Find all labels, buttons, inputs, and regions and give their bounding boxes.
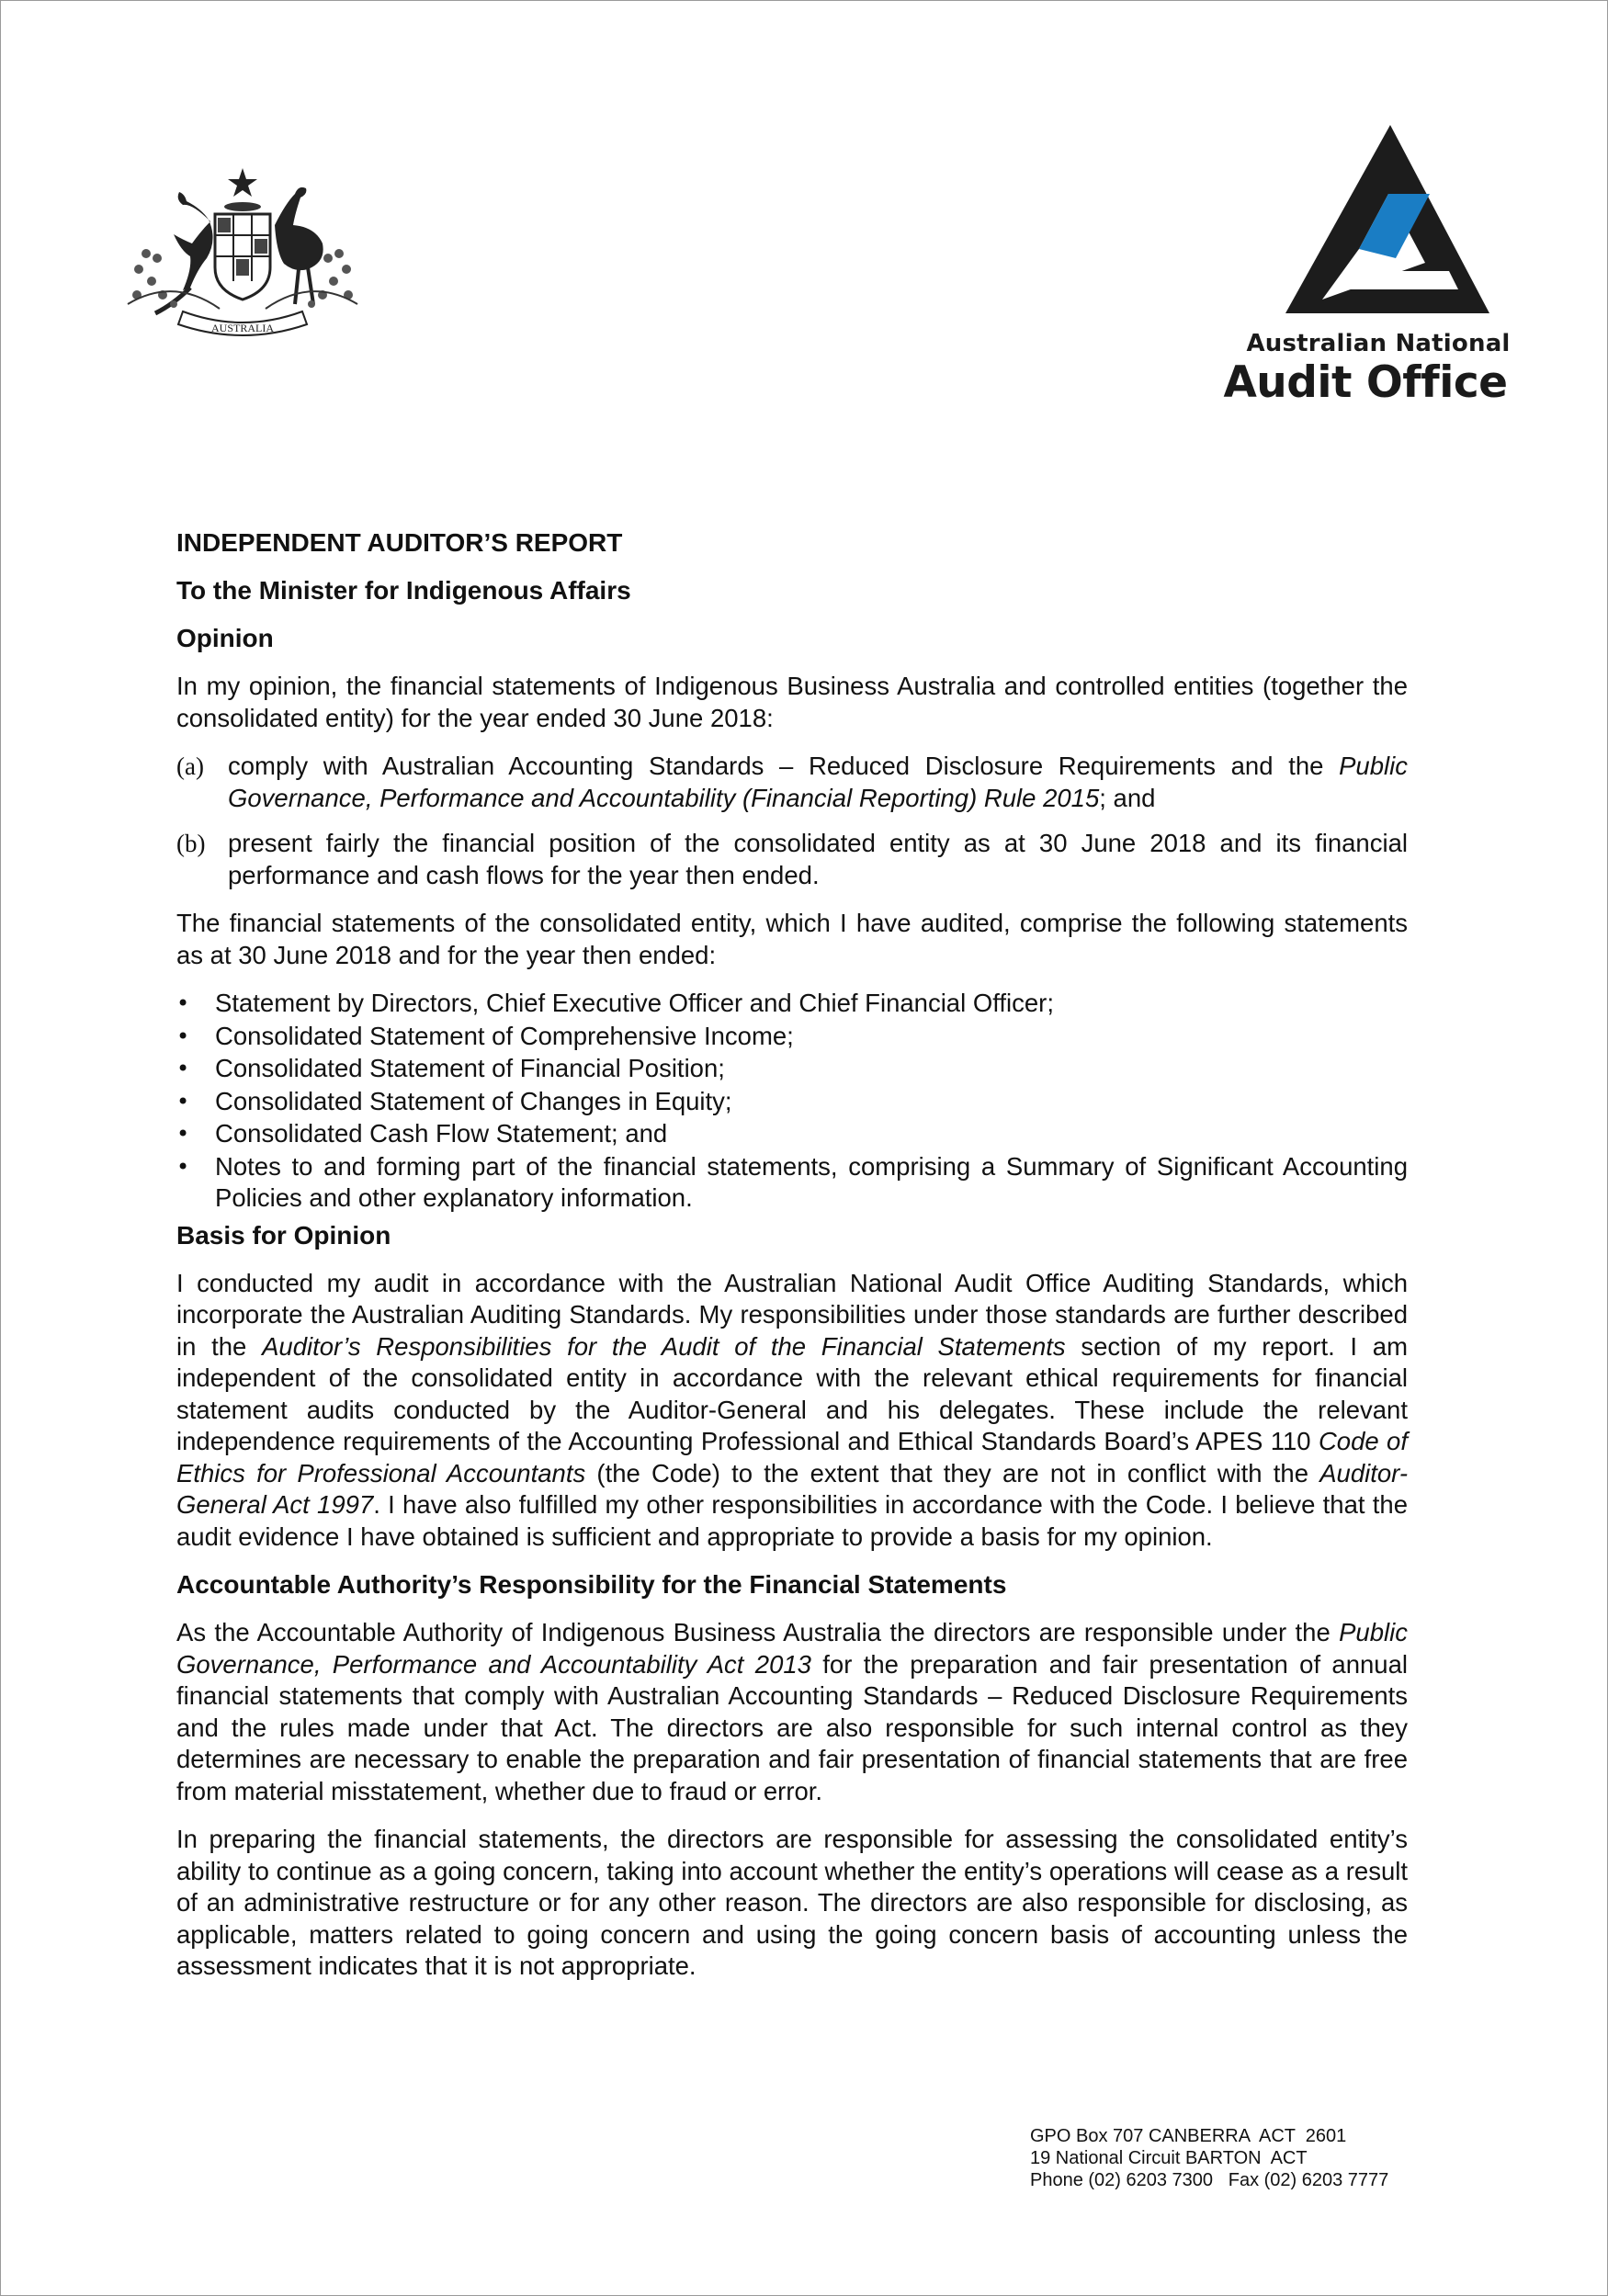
list-item: • Consolidated Statement of Financial Position; — [176, 1053, 1408, 1085]
responsibility-text: As the Accountable Authority of Indigenous Business Australia the directors are responsible under the — [176, 1618, 1340, 1646]
footer-line: 19 National Circuit BARTON ACT — [1030, 2148, 1308, 2168]
basis-paragraph — [176, 1268, 1408, 1554]
anao-logo-line1: Australian National — [1246, 330, 1511, 357]
basis-text: . I have also fulfilled my other responsibilities in accordance with the Code. I believe that the audit evidence I have obtained is sufficient and appropriate to provide a basis for my opinion. — [176, 1490, 1408, 1551]
opinion-heading: Opinion — [176, 624, 274, 652]
anao-logo — [1205, 120, 1526, 414]
basis-text: I conducted my audit in accordance with the Australian National Audit Office Auditing Standards, which incorporate the Australian Auditing Standards. My responsibilities under those standards are further described in the — [176, 1268, 1408, 1361]
footer-line: Phone (02) 6203 7300 Fax (02) 6203 7777 — [1030, 2170, 1389, 2190]
opinion-item-marker: (b) — [176, 830, 206, 857]
anao-logo-line2: Audit Office — [1223, 357, 1508, 408]
anao-triangle-icon — [1241, 120, 1499, 322]
statements-intro: The financial statements of the consolidated entity, which I have audited, comprise the following statements as at 30 June 2018 and for the year then ended: — [176, 909, 1408, 969]
opinion-item-text: comply with Australian Accounting Standards – Reduced Disclosure Requirements and the — [228, 752, 1340, 780]
basis-italic-ref: Auditor-General Act 1997 — [176, 1458, 1408, 1519]
responsibility-paragraph-1 — [176, 1617, 1408, 1807]
opinion-item-marker: (a) — [176, 752, 204, 780]
report-addressee: To the Minister for Indigenous Affairs — [176, 576, 631, 605]
opinion-item-a — [176, 751, 1408, 814]
crest-scroll-text: AUSTRALIA — [211, 322, 274, 334]
statements-list — [176, 988, 1408, 1215]
opinion-list — [176, 751, 1408, 891]
responsibility-heading: Accountable Authority’s Responsibility for the Financial Statements — [176, 1570, 1007, 1599]
list-item: • Statement by Directors, Chief Executive Officer and Chief Financial Officer; — [176, 988, 1408, 1020]
list-item: • Consolidated Cash Flow Statement; and — [176, 1118, 1408, 1150]
list-item: • Consolidated Statement of Changes in Equity; — [176, 1086, 1408, 1118]
basis-heading: Basis for Opinion — [176, 1220, 391, 1250]
opinion-item-text-end: ; and — [1099, 783, 1156, 812]
opinion-intro: In my opinion, the financial statements of Indigenous Business Australia and controlled entities (together the consolidated entity) for the year ended 30 June 2018: — [176, 672, 1408, 732]
responsibility-paragraph-2: In preparing the financial statements, the directors are responsible for assessing the consolidated entity’s ability to continue as a going concern, taking into account whether the entity’s operations will cease as a result of an administrative restructure or for any other reason. The directors are also responsible for disclosing, as applicable, matters related to going concern and using the going concern basis of accounting unless the assessment indicates that it is not appropriate. — [176, 1825, 1408, 1980]
footer-line: GPO Box 707 CANBERRA ACT 2601 — [1030, 2126, 1347, 2146]
basis-text: (the Code) to the extent that they are not in conflict with the — [585, 1458, 1320, 1487]
responsibility-text: for the preparation and fair presentation of annual financial statements that comply with Australian Accounting Standards – Reduced Disclosure Requirements and the rules made under that Act. The directors are also responsible for such internal control as they determines are necessary to enable the preparation and fair presentation of financial statements that are free from material misstatement, whether due to fraud or error. — [176, 1649, 1408, 1805]
basis-text: section of my report. I am independent of the consolidated entity in accordance with the relevant ethical requirements for financial statement audits conducted by the Auditor-General and his delegates. These include the relevant independence requirements of the Accounting Professional and Ethical Standards Board’s APES 110 — [176, 1331, 1408, 1455]
coat-of-arms-icon — [119, 166, 367, 350]
opinion-item-b — [176, 828, 1408, 891]
list-item: • Notes to and forming part of the financial statements, comprising a Summary of Significant Accounting Policies and other explanatory information. — [176, 1151, 1408, 1215]
report-title: INDEPENDENT AUDITOR’S REPORT — [176, 528, 623, 557]
list-item: • Consolidated Statement of Comprehensive Income; — [176, 1021, 1408, 1053]
responsibility-italic-ref: Public Governance, Performance and Accountability Act 2013 — [176, 1618, 1408, 1679]
opinion-item-text: present fairly the financial position of the consolidated entity as at 30 June 2018 and its financial performance and cash flows for the year then ended. — [228, 829, 1408, 889]
report-body — [176, 527, 1408, 1999]
basis-italic-ref: Code of Ethics for Professional Accountants — [176, 1427, 1408, 1487]
footer-address — [1030, 2125, 1388, 2191]
basis-italic-ref: Auditor’s Responsibilities for the Audit of the Financial Statements — [262, 1331, 1066, 1361]
opinion-item-rule-title: Public Governance, Performance and Accountability (Financial Reporting) Rule 2015 — [228, 752, 1408, 812]
